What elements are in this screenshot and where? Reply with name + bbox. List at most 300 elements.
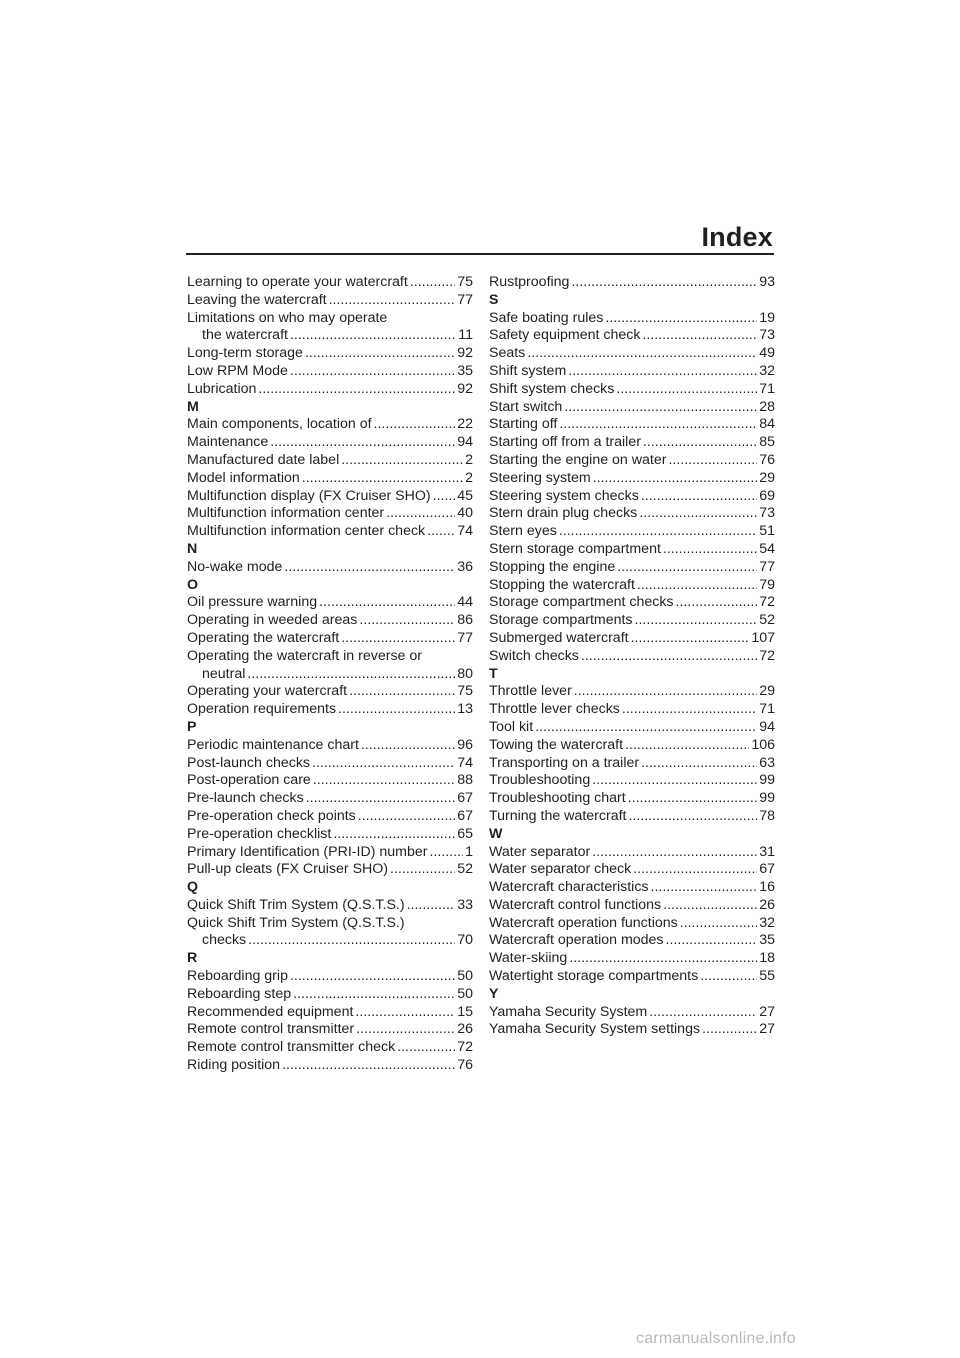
index-entry-label: Operating your watercraft bbox=[187, 683, 348, 700]
index-entry bbox=[187, 897, 473, 915]
dot-leader bbox=[397, 1039, 455, 1057]
index-entry-page-number: 74 bbox=[457, 754, 473, 771]
index-entry-label: Pre-launch checks bbox=[187, 790, 304, 807]
dot-leader bbox=[290, 327, 456, 345]
index-letter-heading: P bbox=[187, 718, 197, 735]
dot-leader bbox=[270, 434, 455, 452]
index-entry-label: Troubleshooting bbox=[489, 772, 591, 789]
index-entry-page-number: 29 bbox=[759, 683, 775, 700]
index-entry-label: Shift system bbox=[489, 362, 567, 379]
dot-leader bbox=[571, 274, 757, 292]
index-entry-label: Lubrication bbox=[187, 380, 257, 397]
index-entry-label: Transporting on a trailer bbox=[489, 754, 640, 771]
index-entry-page-number: 77 bbox=[759, 558, 775, 575]
index-entry-page-number: 92 bbox=[457, 380, 473, 397]
dot-leader bbox=[319, 594, 455, 612]
index-entry-label: Main components, location of bbox=[187, 416, 372, 433]
index-entry-page-number: 86 bbox=[457, 612, 473, 629]
index-letter-heading: Q bbox=[187, 879, 199, 896]
index-entry-label: checks bbox=[202, 932, 247, 949]
index-entry-page-number: 72 bbox=[759, 594, 775, 611]
dot-leader bbox=[349, 683, 455, 701]
dot-leader bbox=[676, 594, 758, 612]
dot-leader bbox=[649, 1004, 757, 1022]
index-entry-label: Long-term storage bbox=[187, 345, 303, 362]
index-entry-continuation bbox=[187, 932, 473, 950]
dot-leader bbox=[625, 737, 749, 755]
index-entry bbox=[489, 790, 775, 808]
index-entry bbox=[489, 808, 775, 826]
dot-leader bbox=[680, 915, 757, 933]
dot-leader bbox=[282, 1057, 455, 1075]
index-column-right bbox=[489, 274, 775, 1039]
index-entry-label: Shift system checks bbox=[489, 380, 615, 397]
index-column-left bbox=[187, 274, 473, 1075]
index-entry bbox=[489, 719, 775, 737]
index-entry bbox=[489, 399, 775, 417]
index-entry-page-number: 40 bbox=[457, 505, 473, 522]
index-entry-page-number: 15 bbox=[457, 1003, 473, 1020]
dot-leader bbox=[633, 861, 757, 879]
index-entry bbox=[489, 915, 775, 933]
index-entry-continuation bbox=[187, 327, 473, 345]
index-entry-label: Start switch bbox=[489, 398, 563, 415]
index-entry-page-number: 80 bbox=[457, 665, 473, 682]
index-entry-page-number: 72 bbox=[457, 1039, 473, 1056]
index-entry bbox=[187, 844, 473, 862]
dot-leader bbox=[642, 327, 757, 345]
dot-leader bbox=[386, 505, 455, 523]
index-entry-label: No-wake mode bbox=[187, 558, 283, 575]
index-entry-page-number: 71 bbox=[759, 380, 775, 397]
index-entry-label: Seats bbox=[489, 345, 526, 362]
index-entry-page-number: 36 bbox=[457, 558, 473, 575]
dot-leader bbox=[410, 274, 455, 292]
index-entry-label: Watercraft operation functions bbox=[489, 914, 678, 931]
index-entry-page-number: 44 bbox=[457, 594, 473, 611]
index-entry-label: Safety equipment check bbox=[489, 327, 641, 344]
index-entry-page-number: 35 bbox=[759, 932, 775, 949]
index-entry bbox=[489, 630, 775, 648]
index-entry-first-line: Limitations on who may operate bbox=[187, 309, 388, 326]
index-entry-page-number: 50 bbox=[457, 985, 473, 1002]
dot-leader bbox=[663, 897, 757, 915]
dot-leader bbox=[702, 1021, 757, 1039]
index-entry-page-number: 27 bbox=[759, 1021, 775, 1038]
index-entry-label: Starting off from a trailer bbox=[489, 434, 641, 451]
index-entry-page-number: 1 bbox=[465, 843, 473, 860]
dot-leader bbox=[651, 879, 758, 897]
dot-leader bbox=[355, 1004, 455, 1022]
index-entry bbox=[489, 755, 775, 773]
index-entry-label: Starting off bbox=[489, 416, 558, 433]
dot-leader bbox=[290, 363, 455, 381]
index-entry-label: Stopping the engine bbox=[489, 558, 616, 575]
index-entry bbox=[187, 452, 473, 470]
index-entry-label: Maintenance bbox=[187, 434, 269, 451]
index-entry bbox=[489, 274, 775, 292]
index-entry bbox=[489, 594, 775, 612]
index-entry bbox=[187, 968, 473, 986]
index-entry bbox=[489, 844, 775, 862]
watermark-text: carmanualsonline.info bbox=[636, 1330, 796, 1347]
dot-leader bbox=[293, 986, 455, 1004]
index-entry-continuation bbox=[187, 666, 473, 684]
index-entry bbox=[489, 505, 775, 523]
index-entry bbox=[489, 861, 775, 879]
index-entry-label: Remote control transmitter check bbox=[187, 1039, 396, 1056]
index-entry-page-number: 2 bbox=[465, 469, 473, 486]
dot-leader bbox=[635, 612, 758, 630]
index-entry-page-number: 52 bbox=[759, 612, 775, 629]
index-entry-page-number: 106 bbox=[751, 736, 775, 753]
index-entry-label: Model information bbox=[187, 469, 300, 486]
index-entry-label: Submerged watercraft bbox=[489, 629, 629, 646]
index-entry-label: Remote control transmitter bbox=[187, 1021, 355, 1038]
index-entry bbox=[187, 701, 473, 719]
dot-leader bbox=[628, 790, 758, 808]
index-entry-page-number: 77 bbox=[457, 629, 473, 646]
index-entry bbox=[187, 683, 473, 701]
dot-leader bbox=[341, 452, 463, 470]
index-entry-page-number: 18 bbox=[759, 950, 775, 967]
index-entry-page-number: 55 bbox=[759, 968, 775, 985]
dot-leader bbox=[341, 630, 455, 648]
dot-leader bbox=[641, 755, 757, 773]
dot-leader bbox=[581, 648, 757, 666]
index-entry bbox=[489, 523, 775, 541]
index-entry-label: Pre-operation checklist bbox=[187, 825, 332, 842]
index-entry bbox=[187, 630, 473, 648]
index-entry bbox=[489, 541, 775, 559]
index-entry-page-number: 33 bbox=[457, 896, 473, 913]
index-entry bbox=[489, 310, 775, 328]
dot-leader bbox=[427, 523, 455, 541]
dot-leader bbox=[700, 968, 757, 986]
dot-leader bbox=[527, 345, 757, 363]
index-entry bbox=[187, 363, 473, 381]
index-entry-page-number: 76 bbox=[457, 1057, 473, 1074]
dot-leader bbox=[361, 737, 455, 755]
dot-leader bbox=[593, 470, 758, 488]
dot-leader bbox=[358, 808, 455, 826]
index-entry-label: Recommended equipment bbox=[187, 1003, 354, 1020]
index-letter-heading: Y bbox=[489, 985, 499, 1002]
index-entry-page-number: 32 bbox=[759, 362, 775, 379]
index-entry-label: Watercraft operation modes bbox=[489, 932, 664, 949]
index-entry-page-number: 76 bbox=[759, 451, 775, 468]
dot-leader bbox=[643, 434, 757, 452]
title-rule bbox=[186, 253, 774, 255]
index-entry-page-number: 78 bbox=[759, 807, 775, 824]
index-entry bbox=[187, 274, 473, 292]
index-entry bbox=[489, 363, 775, 381]
index-entry bbox=[187, 292, 473, 310]
index-entry-page-number: 75 bbox=[457, 274, 473, 290]
index-entry bbox=[187, 1039, 473, 1057]
index-entry-page-number: 69 bbox=[759, 487, 775, 504]
index-entry-label: neutral bbox=[202, 665, 246, 682]
index-entry-page-number: 29 bbox=[759, 469, 775, 486]
index-entry bbox=[489, 345, 775, 363]
index-entry bbox=[489, 968, 775, 986]
index-letter-heading: N bbox=[187, 540, 198, 557]
index-entry-page-number: 107 bbox=[751, 629, 775, 646]
index-entry-label: Safe boating rules bbox=[489, 309, 604, 326]
dot-leader bbox=[329, 292, 456, 310]
index-entry-page-number: 31 bbox=[759, 843, 775, 860]
index-entry bbox=[187, 737, 473, 755]
index-entry bbox=[187, 381, 473, 399]
index-entry bbox=[187, 505, 473, 523]
index-entry-page-number: 13 bbox=[457, 701, 473, 718]
index-entry-page-number: 84 bbox=[759, 416, 775, 433]
index-entry bbox=[489, 1004, 775, 1022]
index-entry-label: Multifunction information center check bbox=[187, 523, 426, 540]
index-entry-label: Steering system bbox=[489, 469, 591, 486]
index-entry-page-number: 77 bbox=[457, 291, 473, 308]
index-entry-label: Water separator check bbox=[489, 861, 632, 878]
dot-leader bbox=[290, 968, 455, 986]
dot-leader bbox=[306, 790, 456, 808]
index-letter-heading: T bbox=[489, 665, 498, 682]
index-entry-label: Towing the watercraft bbox=[489, 736, 624, 753]
index-entry bbox=[187, 594, 473, 612]
index-entry-page-number: 92 bbox=[457, 345, 473, 362]
index-entry-page-number: 94 bbox=[759, 718, 775, 735]
index-entry bbox=[489, 879, 775, 897]
dot-leader bbox=[568, 363, 757, 381]
index-entry bbox=[489, 701, 775, 719]
dot-leader bbox=[302, 470, 463, 488]
index-entry bbox=[187, 434, 473, 452]
dot-leader bbox=[433, 488, 456, 506]
index-entry bbox=[489, 897, 775, 915]
index-entry bbox=[489, 381, 775, 399]
index-entry bbox=[489, 772, 775, 790]
dot-leader bbox=[559, 523, 757, 541]
dot-leader bbox=[390, 861, 455, 879]
index-entry bbox=[489, 488, 775, 506]
index-entry-page-number: 96 bbox=[457, 736, 473, 753]
index-entry-page-number: 99 bbox=[759, 790, 775, 807]
index-entry-label: Yamaha Security System settings bbox=[489, 1021, 701, 1038]
index-entry bbox=[489, 950, 775, 968]
dot-leader bbox=[617, 559, 757, 577]
index-entry-label: Pre-operation check points bbox=[187, 807, 356, 824]
dot-leader bbox=[312, 755, 455, 773]
index-entry-page-number: 94 bbox=[457, 434, 473, 451]
index-entry-label: Troubleshooting chart bbox=[489, 790, 626, 807]
index-entry-label: Primary Identification (PRI-ID) number bbox=[187, 843, 428, 860]
index-entry-label: Operation requirements bbox=[187, 701, 337, 718]
dot-leader bbox=[668, 452, 757, 470]
index-entry-page-number: 22 bbox=[457, 416, 473, 433]
index-entry-label: Multifunction display (FX Cruiser SHO) bbox=[187, 487, 431, 504]
index-entry-page-number: 93 bbox=[759, 274, 775, 290]
dot-leader bbox=[663, 541, 757, 559]
index-entry-label: Stern eyes bbox=[489, 523, 557, 540]
index-entry-label: Yamaha Security System bbox=[489, 1003, 648, 1020]
dot-leader bbox=[247, 666, 455, 684]
dot-leader bbox=[574, 683, 757, 701]
index-entry-page-number: 35 bbox=[457, 362, 473, 379]
index-entry-label: Storage compartments bbox=[489, 612, 633, 629]
dot-leader bbox=[407, 897, 456, 915]
dot-leader bbox=[305, 345, 455, 363]
index-entry-label: Stern drain plug checks bbox=[489, 505, 638, 522]
index-entry-page-number: 73 bbox=[759, 505, 775, 522]
dot-leader bbox=[359, 612, 455, 630]
index-entry bbox=[489, 452, 775, 470]
index-entry-label: Manufactured date label bbox=[187, 451, 340, 468]
index-entry-label: Reboarding step bbox=[187, 985, 292, 1002]
index-entry bbox=[187, 808, 473, 826]
index-entry bbox=[187, 523, 473, 541]
index-entry-first-line: Quick Shift Trim System (Q.S.T.S.) bbox=[187, 914, 405, 931]
index-entry-page-number: 71 bbox=[759, 701, 775, 718]
index-entry-label: Water separator bbox=[489, 843, 591, 860]
index-entry-page-number: 65 bbox=[457, 825, 473, 842]
dot-leader bbox=[374, 416, 456, 434]
dot-leader bbox=[605, 310, 757, 328]
index-entry-label: Turning the watercraft bbox=[489, 807, 627, 824]
index-entry-page-number: 70 bbox=[457, 932, 473, 949]
index-entry-page-number: 27 bbox=[759, 1003, 775, 1020]
dot-leader bbox=[248, 932, 455, 950]
index-entry bbox=[187, 826, 473, 844]
index-entry-page-number: 85 bbox=[759, 434, 775, 451]
index-entry bbox=[489, 559, 775, 577]
dot-leader bbox=[535, 719, 757, 737]
index-entry-page-number: 45 bbox=[457, 487, 473, 504]
index-entry-page-number: 74 bbox=[457, 523, 473, 540]
dot-leader bbox=[622, 701, 757, 719]
index-entry-page-number: 67 bbox=[759, 861, 775, 878]
index-entry-label: Throttle lever checks bbox=[489, 701, 620, 718]
index-entry-page-number: 88 bbox=[457, 772, 473, 789]
index-entry bbox=[187, 772, 473, 790]
index-entry-page-number: 28 bbox=[759, 398, 775, 415]
index-entry bbox=[489, 612, 775, 630]
index-entry-page-number: 49 bbox=[759, 345, 775, 362]
index-entry bbox=[489, 416, 775, 434]
index-entry-page-number: 52 bbox=[457, 861, 473, 878]
index-entry-label: Throttle lever bbox=[489, 683, 572, 700]
index-entry-label: Quick Shift Trim System (Q.S.T.S.) bbox=[187, 896, 405, 913]
index-letter-heading: W bbox=[489, 825, 503, 842]
index-entry bbox=[489, 327, 775, 345]
index-entry bbox=[187, 986, 473, 1004]
index-entry bbox=[187, 345, 473, 363]
index-entry-page-number: 79 bbox=[759, 576, 775, 593]
index-entry-page-number: 26 bbox=[759, 896, 775, 913]
index-entry bbox=[489, 434, 775, 452]
index-entry-label: Pull-up cleats (FX Cruiser SHO) bbox=[187, 861, 389, 878]
dot-leader bbox=[592, 772, 757, 790]
index-entry bbox=[489, 932, 775, 950]
index-entry bbox=[489, 683, 775, 701]
dot-leader bbox=[569, 950, 757, 968]
dot-leader bbox=[637, 577, 757, 595]
index-entry-label: Operating in weeded areas bbox=[187, 612, 358, 629]
index-entry-page-number: 99 bbox=[759, 772, 775, 789]
dot-leader bbox=[639, 505, 757, 523]
index-letter-heading: S bbox=[489, 291, 499, 308]
index-entry-page-number: 51 bbox=[759, 523, 775, 540]
dot-leader bbox=[284, 559, 455, 577]
index-entry-label: Low RPM Mode bbox=[187, 362, 288, 379]
page-title: Index bbox=[701, 222, 773, 252]
dot-leader bbox=[564, 399, 757, 417]
index-entry bbox=[187, 612, 473, 630]
index-entry bbox=[187, 1021, 473, 1039]
index-entry-label: Reboarding grip bbox=[187, 968, 288, 985]
index-entry-label: Watertight storage compartments bbox=[489, 968, 699, 985]
dot-leader bbox=[258, 381, 455, 399]
index-entry-label: Learning to operate your watercraft bbox=[187, 274, 408, 290]
index-entry-first-line: Operating the watercraft in reverse or bbox=[187, 647, 422, 664]
index-entry-page-number: 73 bbox=[759, 327, 775, 344]
index-entry-page-number: 11 bbox=[458, 327, 473, 344]
index-entry-page-number: 50 bbox=[457, 968, 473, 985]
dot-leader bbox=[628, 808, 757, 826]
index-entry bbox=[489, 737, 775, 755]
index-entry bbox=[187, 790, 473, 808]
dot-leader bbox=[641, 488, 757, 506]
index-letter-heading: M bbox=[187, 398, 199, 415]
index-entry bbox=[187, 1004, 473, 1022]
dot-leader bbox=[592, 844, 757, 862]
dot-leader bbox=[333, 826, 455, 844]
index-entry-label: Rustproofing bbox=[489, 274, 570, 290]
index-entry bbox=[489, 577, 775, 595]
index-entry-label: Watercraft characteristics bbox=[489, 879, 649, 896]
index-entry bbox=[489, 1021, 775, 1039]
index-entry-page-number: 75 bbox=[457, 683, 473, 700]
index-entry-label: Oil pressure warning bbox=[187, 594, 318, 611]
index-entry-label: Water-skiing bbox=[489, 950, 568, 967]
index-entry-label: Operating the watercraft bbox=[187, 629, 340, 646]
index-entry-label: Storage compartment checks bbox=[489, 594, 674, 611]
index-entry bbox=[187, 861, 473, 879]
index-entry-page-number: 2 bbox=[465, 451, 473, 468]
index-entry bbox=[187, 559, 473, 577]
index-entry bbox=[187, 416, 473, 434]
index-letter-heading: O bbox=[187, 576, 199, 593]
index-letter-heading: R bbox=[187, 950, 198, 967]
index-entry-label: Steering system checks bbox=[489, 487, 639, 504]
index-entry-label: Watercraft control functions bbox=[489, 896, 662, 913]
index-entry-page-number: 67 bbox=[457, 807, 473, 824]
index-entry bbox=[187, 1057, 473, 1075]
dot-leader bbox=[313, 772, 455, 790]
index-entry bbox=[187, 488, 473, 506]
index-entry-label: Riding position bbox=[187, 1057, 281, 1074]
index-entry-page-number: 63 bbox=[759, 754, 775, 771]
index-entry-label: Starting the engine on water bbox=[489, 451, 667, 468]
index-entry-label: Periodic maintenance chart bbox=[187, 736, 359, 753]
index-entry-label: Multifunction information center bbox=[187, 505, 385, 522]
dot-leader bbox=[356, 1021, 455, 1039]
dot-leader bbox=[616, 381, 757, 399]
dot-leader bbox=[666, 932, 758, 950]
dot-leader bbox=[429, 844, 463, 862]
dot-leader bbox=[631, 630, 750, 648]
index-entry bbox=[489, 648, 775, 666]
index-entry-page-number: 16 bbox=[759, 879, 775, 896]
index-entry-page-number: 19 bbox=[759, 309, 775, 326]
